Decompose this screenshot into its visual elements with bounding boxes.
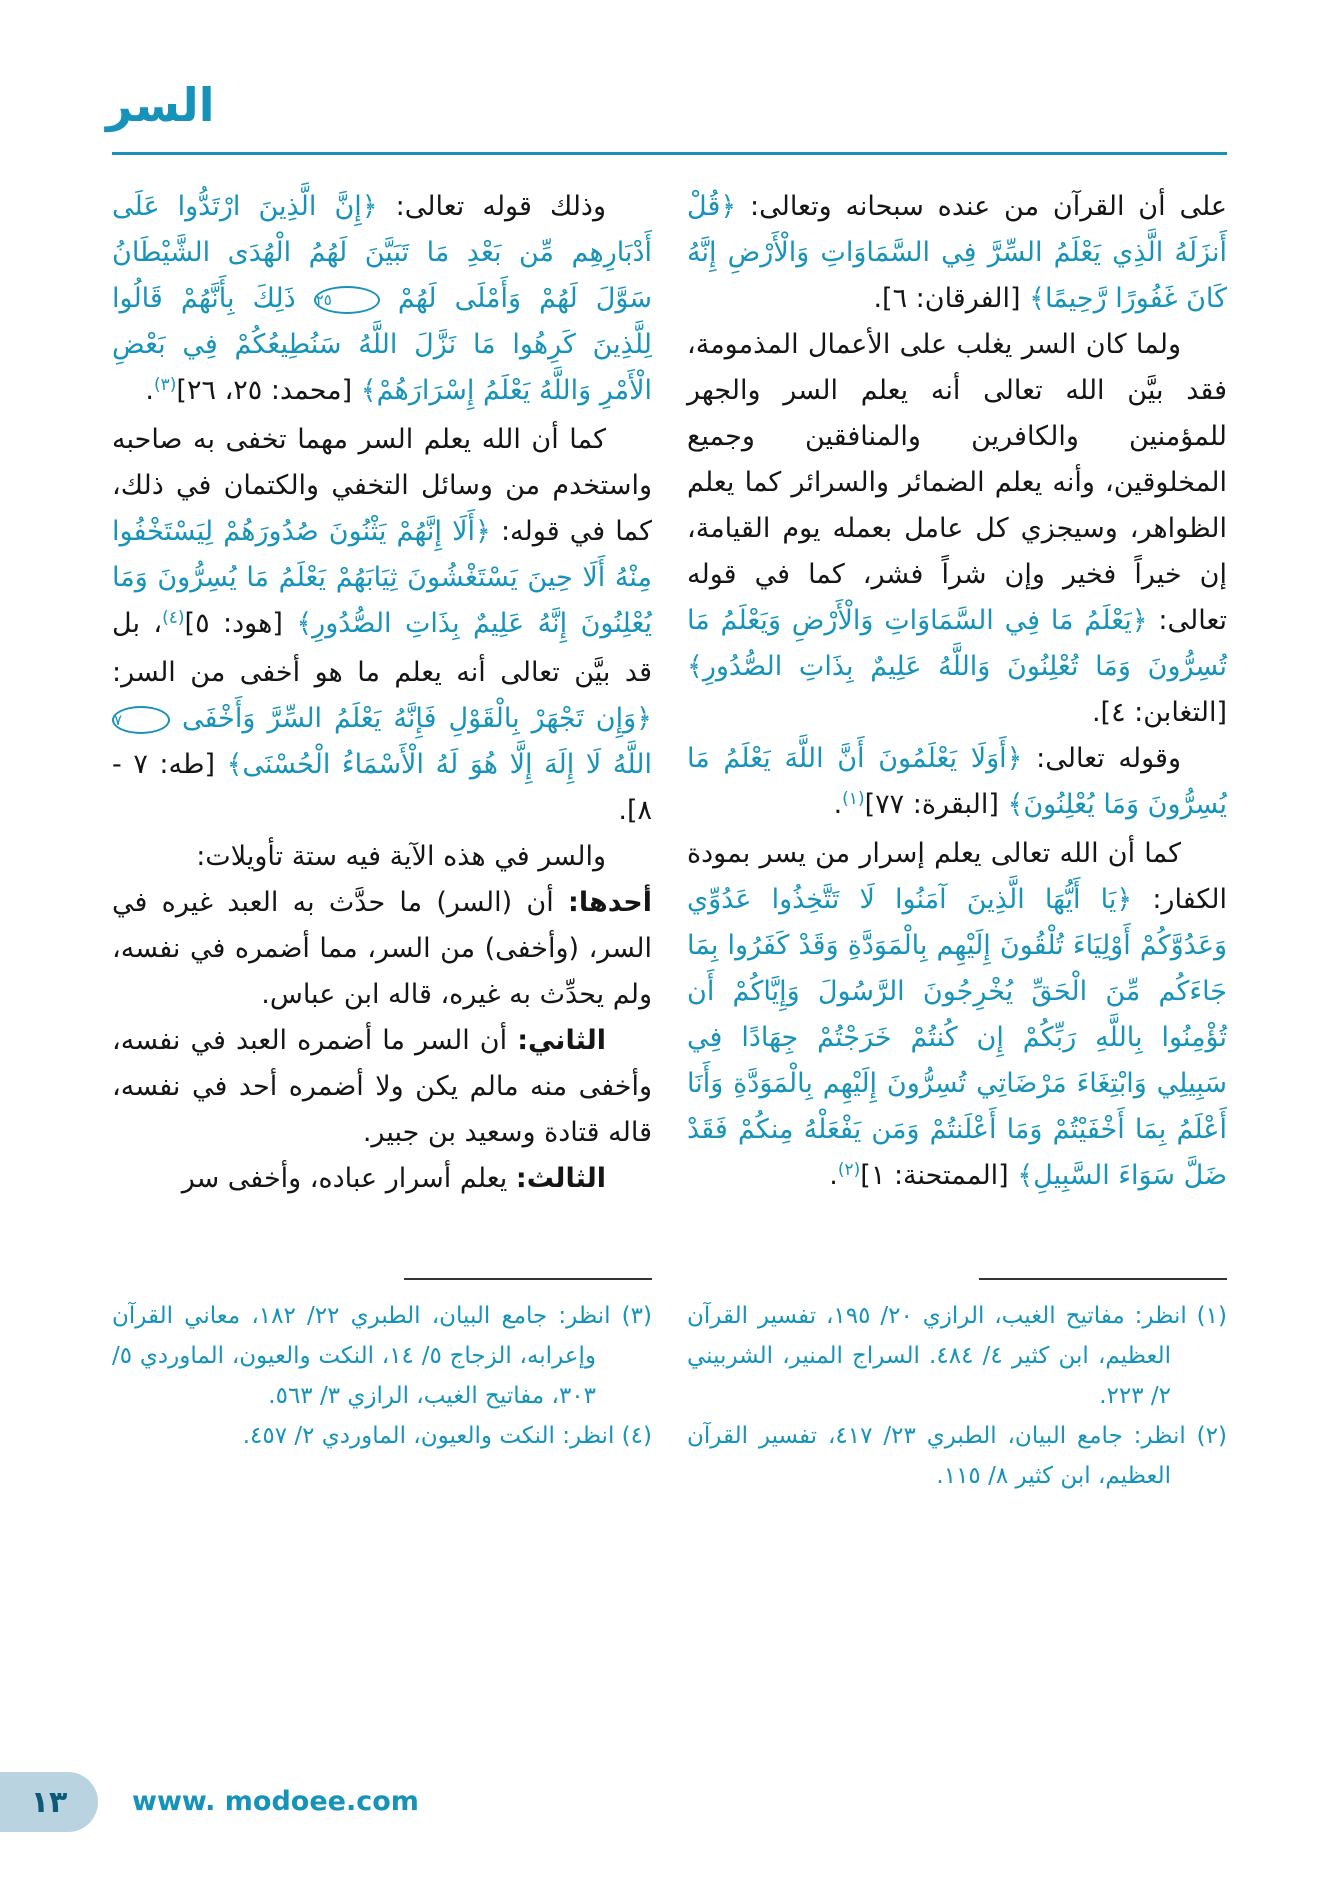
quran-verse: ﴿يَعْلَمُ مَا فِي السَّمَاوَاتِ وَالْأَرْضِ وَيَعْلَمُ مَا تُسِرُّونَ وَمَا تُعْلِنُونَ وَاللَّهُ عَلِيمٌ بِذَاتِ الصُّدُورِ﴾: [687, 605, 1227, 682]
text-run: [هود: ٥]: [184, 608, 297, 639]
footnote-number: (٢): [1185, 1423, 1227, 1449]
quran-verse: ﴿وَإِن تَجْهَرْ بِالْقَوْلِ فَإِنَّهُ يَعْلَمُ السِّرَّ وَأَخْفَى: [170, 703, 652, 734]
bold-label: الثاني:: [517, 1025, 606, 1056]
text-run: [محمد: ٢٥، ٢٦]: [176, 375, 361, 406]
page-title: السر: [106, 78, 215, 132]
footnote-separator: [979, 1278, 1227, 1280]
footnote-item: [687, 1416, 1227, 1496]
text-run: وقوله تعالى:: [1022, 743, 1181, 774]
quran-verse: ذَلِكَ بِأَنَّهُمْ قَالُوا لِلَّذِينَ كَرِهُوا مَا نَزَّلَ اللَّهُ سَنُطِيعُكُمْ فِي بَعْضِ الْأَمْرِ وَاللَّهُ يَعْلَمُ إِسْرَارَهُمْ﴾: [112, 283, 652, 406]
footnote-marker: (٣): [154, 375, 177, 395]
footnote-item: [112, 1416, 652, 1456]
footnote-marker: (٤): [162, 608, 185, 628]
footnote-text: انظر: جامع البيان، الطبري ٢٣/ ٤١٧، تفسير القرآن العظيم، ابن كثير ٨/ ١١٥.: [687, 1423, 1186, 1489]
paragraph: [112, 880, 652, 1018]
quran-verse: ﴿إِنَّ الَّذِينَ ارْتَدُّوا عَلَى أَدْبَارِهِم مِّن بَعْدِ مَا تَبَيَّنَ لَهُمُ الْهُدَى الشَّيْطَانُ سَوَّلَ لَهُمْ وَأَمْلَى لَهُمْ: [112, 191, 652, 314]
footnote-text: انظر: جامع البيان، الطبري ٢٢/ ١٨٢، معاني القرآن وإعرابه، الزجاج ٥/ ١٤، النكت والعيون، الماوردي ٥/ ٣٠٣، مفاتيح الغيب، الرازي ٣/ ٥٦٣.: [112, 1303, 611, 1409]
footnotes-left: [112, 1278, 652, 1456]
text-run: [البقرة: ٧٧]: [864, 789, 1008, 820]
text-run: ، بل قد بيَّن تعالى أنه يعلم ما هو أخفى من السر:: [112, 608, 652, 688]
header-divider: [112, 152, 1227, 155]
column-right: [687, 184, 1227, 1202]
footnote-number: (٣): [610, 1303, 652, 1329]
footnote-separator: [404, 1278, 652, 1280]
quran-verse: اللَّهُ لَا إِلَهَ إِلَّا هُوَ لَهُ الْأَسْمَاءُ الْحُسْنَى﴾: [226, 749, 652, 780]
text-run: [طه: ٧ - ٨].: [112, 749, 652, 826]
column-left: [112, 184, 652, 1202]
footnote-item: [112, 1296, 652, 1416]
footnote-item: [687, 1296, 1227, 1416]
quran-verse: ﴿أَلَا إِنَّهُمْ يَثْنُونَ صُدُورَهُمْ لِيَسْتَخْفُوا مِنْهُ أَلَا حِينَ يَسْتَغْشُونَ ثِيَابَهُمْ يَعْلَمُ مَا يُسِرُّونَ وَمَا يُعْلِنُونَ إِنَّهُ عَلِيمٌ بِذَاتِ الصُّدُورِ﴾: [112, 516, 652, 639]
footnote-marker: (١): [842, 789, 865, 809]
paragraph: [687, 736, 1227, 831]
footnote-marker: (٢): [837, 1160, 861, 1180]
paragraph: [112, 1156, 652, 1202]
text-run: كما أن الله تعالى يعلم إسرار من يسر بمودة الكفار:: [687, 838, 1227, 915]
website-url: www. modoee.com: [132, 1786, 419, 1817]
text-run: .: [145, 375, 154, 406]
text-run: على أن القرآن من عنده سبحانه وتعالى:: [736, 191, 1227, 222]
footnote-text: انظر: مفاتيح الغيب، الرازي ٢٠/ ١٩٥، تفسير القرآن العظيم، ابن كثير ٤/ ٤٨٤. السراج المنير، الشربيني ٢/ ٢٢٣.: [687, 1303, 1187, 1409]
paragraph: [112, 1018, 652, 1156]
text-run: [الممتحنة: ١]: [860, 1160, 1018, 1191]
ayah-number: ٧: [112, 706, 170, 734]
bold-label: الثالث:: [515, 1163, 606, 1194]
text-run: .: [833, 789, 843, 820]
paragraph: [687, 184, 1227, 322]
text-run: والسر في هذه الآية فيه ستة تأويلات:: [196, 841, 606, 872]
page-number-tab: [0, 1772, 98, 1832]
text-run: [الفرقان: ٦].: [873, 283, 1030, 314]
paragraph: [687, 322, 1227, 736]
text-run: ولما كان السر يغلب على الأعمال المذمومة، فقد بيَّن الله تعالى أنه يعلم السر والجهر للمؤمنين والكافرين والمنافقين وجميع المخلوقين، وأنه يعلم الضمائر والسرائر كما يعلم الظواهر، وسيجزي كل عامل بعمله يوم القيامة، إن خيراً فخير وإن شراً فشر، كما في قوله تعالى:: [687, 329, 1227, 636]
paragraph: [112, 184, 652, 417]
quran-verse: ﴿يَا أَيُّهَا الَّذِينَ آمَنُوا لَا تَتَّخِذُوا عَدُوِّي وَعَدُوَّكُمْ أَوْلِيَاءَ تُلْقُونَ إِلَيْهِم بِالْمَوَدَّةِ وَقَدْ كَفَرُوا بِمَا جَاءَكُم مِّنَ الْحَقِّ يُخْرِجُونَ الرَّسُولَ وَإِيَّاكُمْ أَن تُؤْمِنُوا بِاللَّهِ رَبِّكُمْ إِن كُنتُمْ خَرَجْتُمْ جِهَادًا فِي سَبِيلِي وَابْتِغَاءَ مَرْضَاتِي تُسِرُّونَ إِلَيْهِم بِالْمَوَدَّةِ وَأَنَا أَعْلَمُ بِمَا أَخْفَيْتُمْ وَمَا أَعْلَنتُمْ وَمَن يَفْعَلْهُ مِنكُمْ فَقَدْ ضَلَّ سَوَاءَ السَّبِيلِ﴾: [687, 884, 1227, 1191]
ayah-number: ٢٥: [314, 286, 380, 314]
footnotes-right: [687, 1278, 1227, 1496]
footnote-list: [112, 1296, 652, 1456]
quran-verse: ﴿أَوَلَا يَعْلَمُونَ أَنَّ اللَّهَ يَعْلَمُ مَا يُسِرُّونَ وَمَا يُعْلِنُونَ﴾: [687, 743, 1227, 820]
text-run: [التغابن: ٤].: [1091, 697, 1227, 728]
footnote-list: [687, 1296, 1227, 1496]
text-run: .: [829, 1160, 838, 1191]
paragraph: [112, 417, 652, 834]
bold-label: أحدها:: [568, 887, 652, 918]
text-run: كما أن الله يعلم السر مهما تخفى به صاحبه واستخدم من وسائل التخفي والكتمان في ذلك، كما في قوله:: [112, 424, 652, 547]
text-run: وذلك قوله تعالى:: [377, 191, 606, 222]
paragraph: [687, 831, 1227, 1202]
footnote-number: (٤): [614, 1423, 652, 1449]
footnote-text: انظر: النكت والعيون، الماوردي ٢/ ٤٥٧.: [242, 1423, 615, 1449]
quran-verse: ﴿قُلْ أَنزَلَهُ الَّذِي يَعْلَمُ السِّرَّ فِي السَّمَاوَاتِ وَالْأَرْضِ إِنَّهُ كَانَ غَفُورًا رَّحِيمًا﴾: [687, 191, 1227, 314]
text-run: أن (السر) ما حدَّث به العبد غيره في السر، (وأخفى) من السر، مما أضمره في نفسه، ولم يحدِّث به غيره، قاله ابن عباس.: [112, 887, 652, 1010]
text-run: يعلم أسرار عباده، وأخفى سر: [181, 1163, 516, 1194]
paragraph: [112, 834, 652, 880]
text-run: أن السر ما أضمره العبد في نفسه، وأخفى منه مالم يكن ولا أضمره أحد في نفسه، قاله قتادة وسعيد بن جبير.: [112, 1025, 652, 1148]
page-number: ١٣: [30, 1784, 68, 1820]
footnote-number: (١): [1186, 1303, 1227, 1329]
